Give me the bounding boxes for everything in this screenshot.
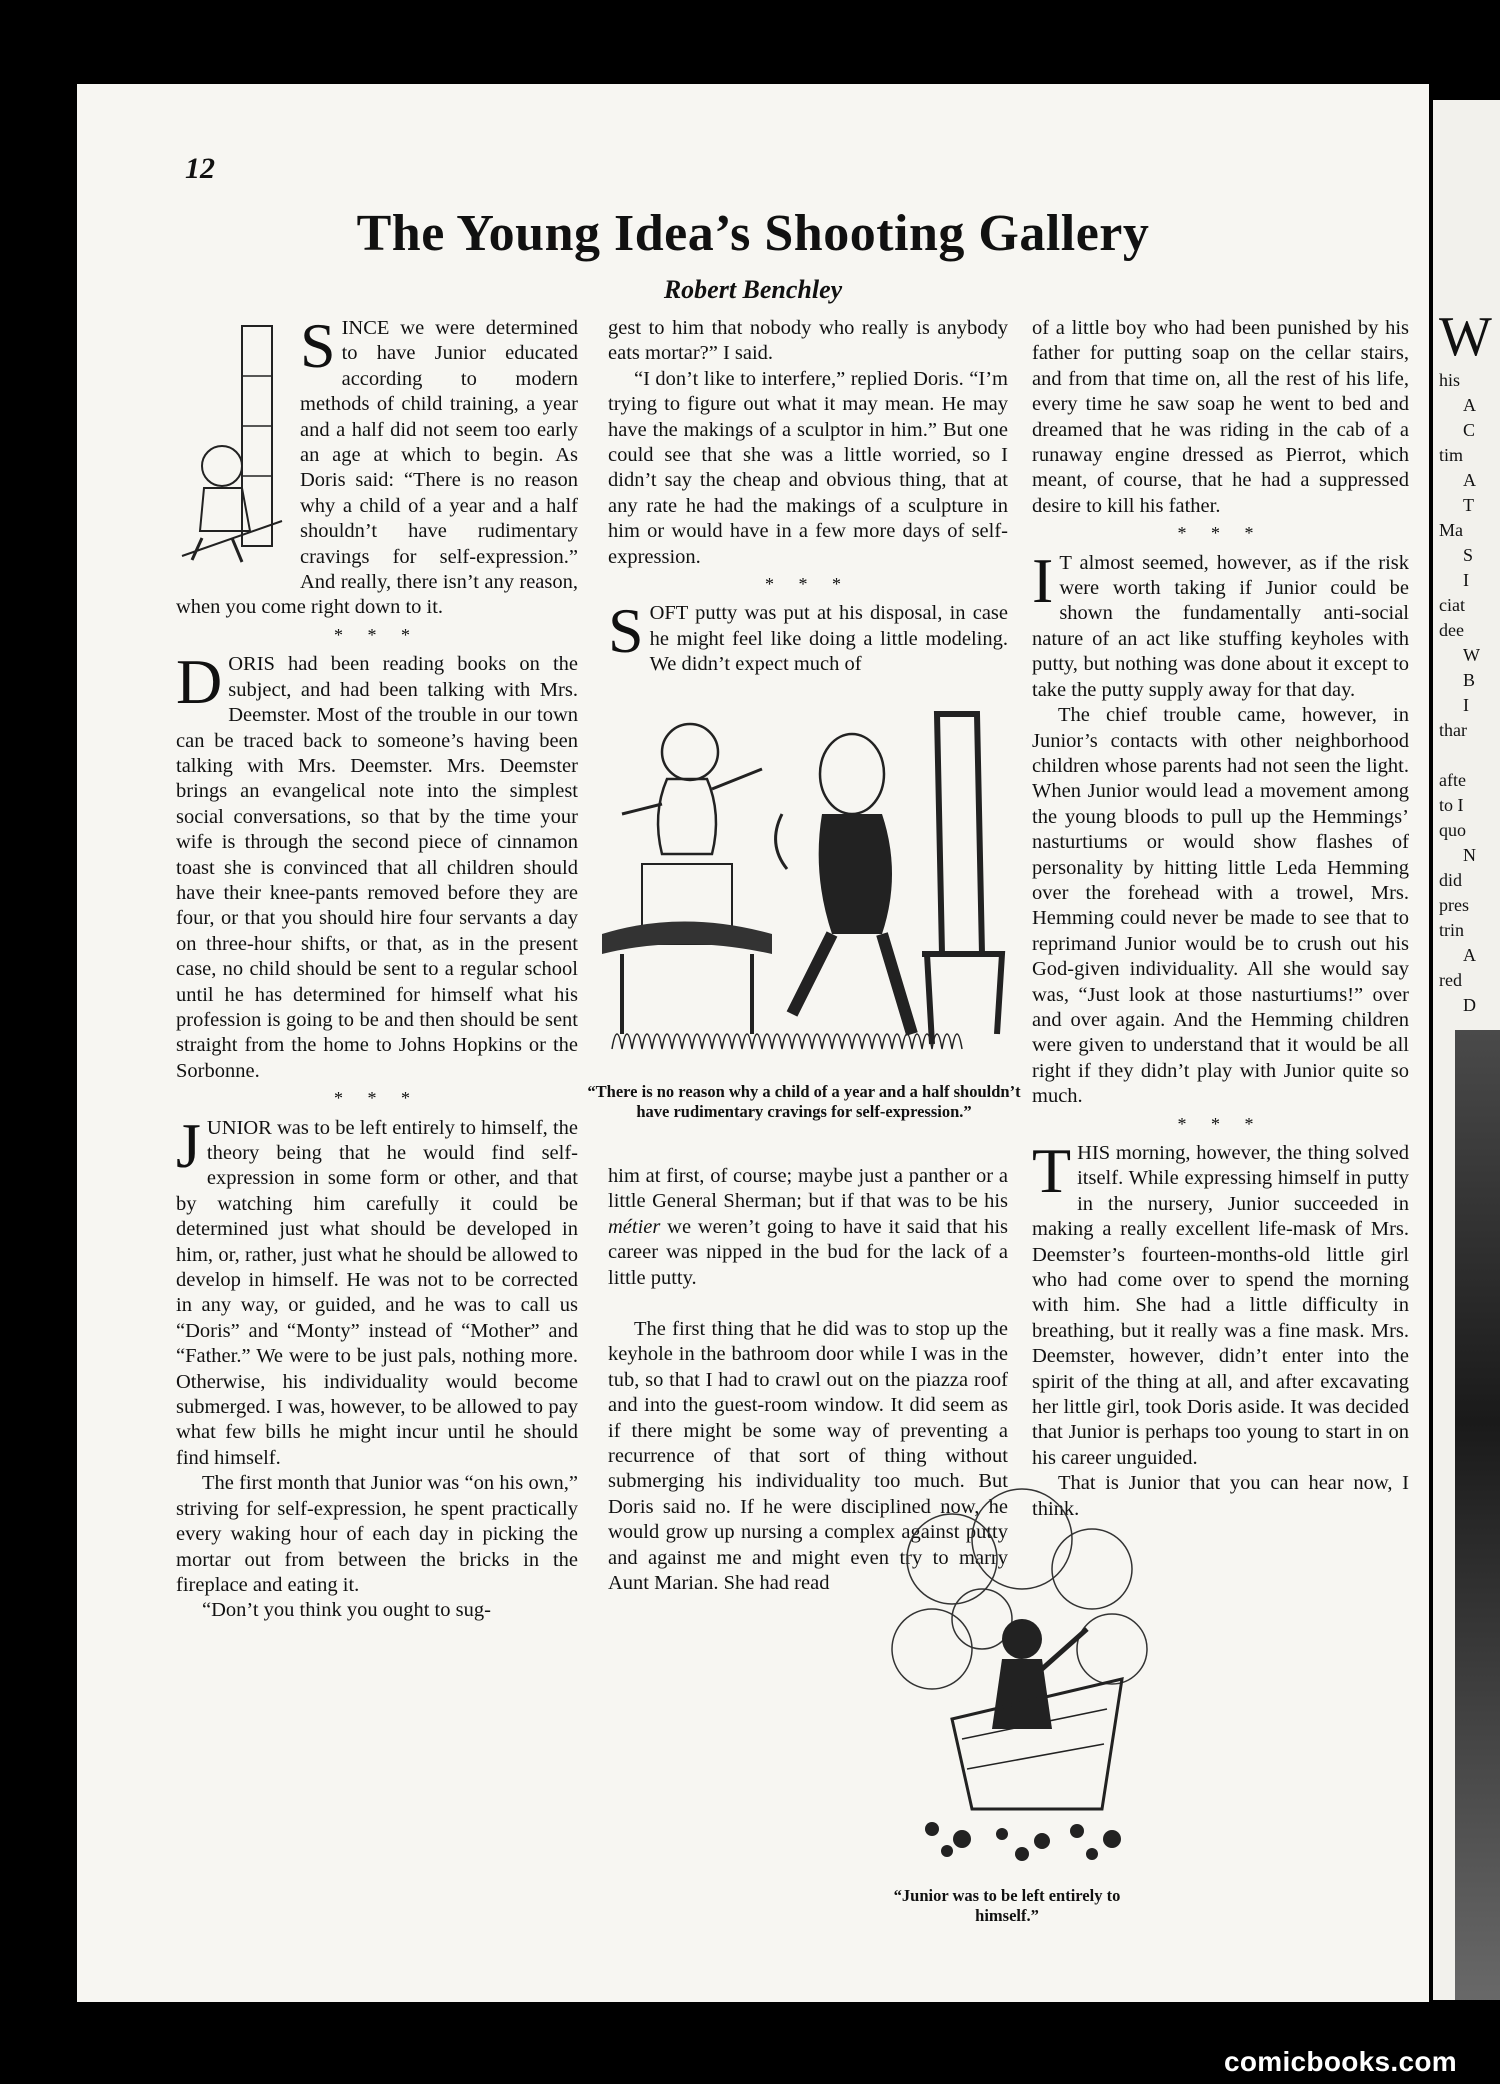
- facing-page-fragment: trin: [1439, 920, 1464, 940]
- paragraph-9-text-a: him at first, of course; maybe just a panther or a little General Sherman; but if that was to be his: [608, 1165, 1008, 1213]
- column-3: [1032, 316, 1409, 1522]
- column-1: [176, 310, 578, 1624]
- paragraph-14: [1032, 1135, 1409, 1471]
- facing-page-fragment: red: [1439, 970, 1462, 990]
- section-break: * * *: [1177, 523, 1264, 544]
- facing-page-fragment: A: [1463, 945, 1476, 965]
- paragraph-11: of a little boy who had been punished by his father for putting soap on the cellar stairs, and from that time on, all the rest of his life, every time he saw soap he went to bed and dreamed that he was riding in the cab of a runaway engine dressed as Pierrot, which meant, of course, that he had a suppressed desire to kill his father.: [1032, 317, 1409, 517]
- paragraph-10-text: The first thing that he did was to stop up the keyhole in the bathroom door while I was in the tub, so that I had to crawl out on the piazza roof and into the guest-room window. It did seem as if there might be some way of preventing a recurrence of that sort of thing without submerging his individuality too much. But Doris said no. If he were disciplined now, he would grow up nursing a complex against putty and against me and might even try to marry Aunt Marian. She had read: [608, 1318, 1008, 1595]
- paragraph-5: “Don’t you think you ought to sug-: [202, 1599, 491, 1622]
- paragraph-15: That is Junior that you can hear now, I think.: [1032, 1472, 1409, 1520]
- facing-page-fragment: his: [1439, 370, 1461, 390]
- facing-page-fragment: thar: [1439, 720, 1467, 740]
- watermark: comicbooks.com: [1224, 2046, 1457, 2077]
- facing-page-fragment: did: [1439, 870, 1463, 890]
- paragraph-12-text: T almost seemed, however, as if the risk were worth taking if Junior could be shown the fundamentally anti-social nature of an act like stuffing keyholes with putty, but nothing was done about it except to take the putty supply away for that day.: [1032, 551, 1409, 701]
- junior-explosion-drawing: [872, 1479, 1172, 1879]
- facing-page-fragment: A: [1463, 470, 1476, 490]
- facing-page-fragment: W: [1463, 645, 1480, 665]
- magazine-page: [77, 84, 1429, 2002]
- facing-page-photo: [1455, 1030, 1500, 2000]
- section-break: * * *: [1177, 1113, 1264, 1134]
- facing-page-fragment: tim: [1439, 445, 1464, 465]
- paragraph-2: [176, 646, 578, 1084]
- paragraph-6: gest to him that nobody who really is anybody eats mortar?” I said.: [608, 317, 1008, 365]
- drop-cap-i: I: [1032, 544, 1054, 616]
- paragraph-4: The first month that Junior was “on his own,” striving for self-expression, he spent practically every waking hour of each day in picking the mortar out from between the bricks in the fireplace and eating it.: [176, 1472, 578, 1596]
- article-title: The Young Idea’s Shooting Gallery: [356, 205, 1150, 262]
- child-at-fireplace-illustration: [172, 316, 290, 566]
- paragraph-3: [176, 1109, 578, 1472]
- facing-page-fragment: B: [1463, 670, 1476, 690]
- paragraph-2-text: ORIS had been reading books on the subject, and had been talking with Mrs. Deemster. Most of the trouble in our town can be traced back to someone’s having been talking with Mrs. Deemster. Mrs. Deemster brings an evangelical note into the simplest social conversations, so that by the time your wife is through the second piece of cinnamon toast she is convinced that all children should have their knee-pants removed before they are four, or that you should hire four servants a day on three-hour shifts, or that, as in the present case, no child should be sent to a regular school until he has determined for himself what his profession is going to be and then should be sent straight from the home to Johns Hopkins or the Sorbonne.: [176, 653, 578, 1082]
- paragraph-3-text: UNIOR was to be left entirely to himself, the theory being that he would find self-expression in some form or other, and that by watching him carefully it could be determined just what should be developed in him, or, rather, just what he should be allowed to develop in himself. He was not to be corrected in any way, or guided, and he was to call us “Doris” and “Monty” instead of “Mother” and “Father.” We were to be just pals, nothing more. Otherwise, his individuality would become submerged. I was, however, to be allowed to pay what few bills he might incur until he should find himself.: [176, 1116, 578, 1469]
- facing-page-fragment: I: [1463, 695, 1469, 715]
- section-break: * * *: [765, 574, 851, 595]
- facing-page-fragment: to I: [1439, 795, 1464, 815]
- page-number: 12: [185, 152, 215, 185]
- illustration-caption-1: “There is no reason why a child of a year and a half shouldn’t have rudimentary cravings for self-expression.”: [587, 1082, 1021, 1121]
- column-2-top: [608, 316, 1008, 678]
- paragraph-9-text-b: we weren’t going to have it said that his career was nipped in the bud for the lack of a little putty.: [608, 1215, 1008, 1289]
- section-break: * * *: [334, 624, 420, 645]
- paragraph-12: [1032, 544, 1409, 703]
- facing-page-fragment: T: [1463, 495, 1474, 515]
- author-byline: Robert Benchley: [663, 275, 843, 304]
- facing-page-fragment: S: [1463, 545, 1474, 565]
- paragraph-8-text: OFT putty was put at his disposal, in case he might feel like doing a little modeling. We didn’t expect much of: [649, 602, 1008, 676]
- facing-page-edge: [1433, 100, 1500, 2000]
- facing-page-fragment: D: [1463, 995, 1476, 1015]
- drop-cap-s: S: [300, 310, 336, 381]
- paragraph-9: [608, 1164, 1008, 1291]
- drop-cap-d: D: [176, 646, 223, 718]
- paragraph-9-emphasis: métier: [608, 1215, 661, 1238]
- facing-page-fragment: Ma: [1439, 520, 1463, 540]
- drop-cap-s2: S: [608, 595, 644, 667]
- facing-page-fragment: quo: [1439, 820, 1466, 840]
- paragraph-13: The chief trouble came, however, in Junior’s contacts with other neighborhood children whose parents had not seen the light. When Junior would lead a movement among the young bloods to pull up the Hemmings’ nasturtiums or would show flashes of personality by hitting little Leda Hemming over the forehead with a trowel, Mrs. Hemming could never be made to see that to reprimand Junior would be to crush out his God-given individuality. All she would say was, “Just look at those nasturtiums!” over and over again. And the Hemming children were given to understand that it would be all right if they didn’t play with Junior quite so much.: [1032, 704, 1409, 1108]
- paragraph-7: “I don’t like to interfere,” replied Doris. “I’m trying to figure out what it may mean. He may have the makings of a sculptor in him.” But one could see that she was a little worried, so I didn’t say the cheap and obvious thing, that at any rate he had the makings of a sculpture in him or would have in a few more days of self-expression.: [608, 367, 1008, 568]
- section-break: * * *: [334, 1088, 420, 1109]
- facing-page-fragment: afte: [1439, 770, 1466, 790]
- father-and-child-illustration: [582, 694, 1022, 1074]
- facing-page-fragment: C: [1463, 420, 1476, 440]
- drop-cap-t: T: [1032, 1135, 1072, 1206]
- drop-cap-j: J: [176, 1109, 201, 1181]
- facing-page-fragment: dee: [1439, 620, 1464, 640]
- facing-page-dropcap: W: [1439, 306, 1492, 368]
- facing-page-fragment: N: [1463, 845, 1476, 865]
- paragraph-8: [608, 595, 1008, 677]
- paragraph-1-text: INCE we were determined to have Junior educated according to modern methods of child training, a year and a half did not seem too early an age at which to begin. As Doris said: “There is no reason why a child of a year and a half shouldn’t have rudimentary cravings for self-expression.” And really, there isn’t any reason, when you come right down to it.: [176, 317, 578, 619]
- facing-page-fragment: A: [1463, 395, 1476, 415]
- facing-page-fragment: ciat: [1439, 595, 1465, 615]
- paragraph-14-text: HIS morning, however, the thing solved itself. While expressing himself in putty in the nursery, Junior succeeded in making a really excellent life-mask of Mrs. Deemster’s fourteen-months-old little girl who had come over to spend the morning with him. She had a little difficulty in breathing, but it really was a fine mask. Mrs. Deemster, however, didn’t enter into the spirit of the thing at all, and after excavating her little girl, took Doris aside. It was decided that Junior is perhaps too young to start in on his career unguided.: [1032, 1142, 1409, 1469]
- illustration-caption-2: “Junior was to be left entirely to himself.”: [893, 1886, 1121, 1925]
- facing-page-fragment: I: [1463, 570, 1469, 590]
- facing-page-fragment: pres: [1439, 895, 1469, 915]
